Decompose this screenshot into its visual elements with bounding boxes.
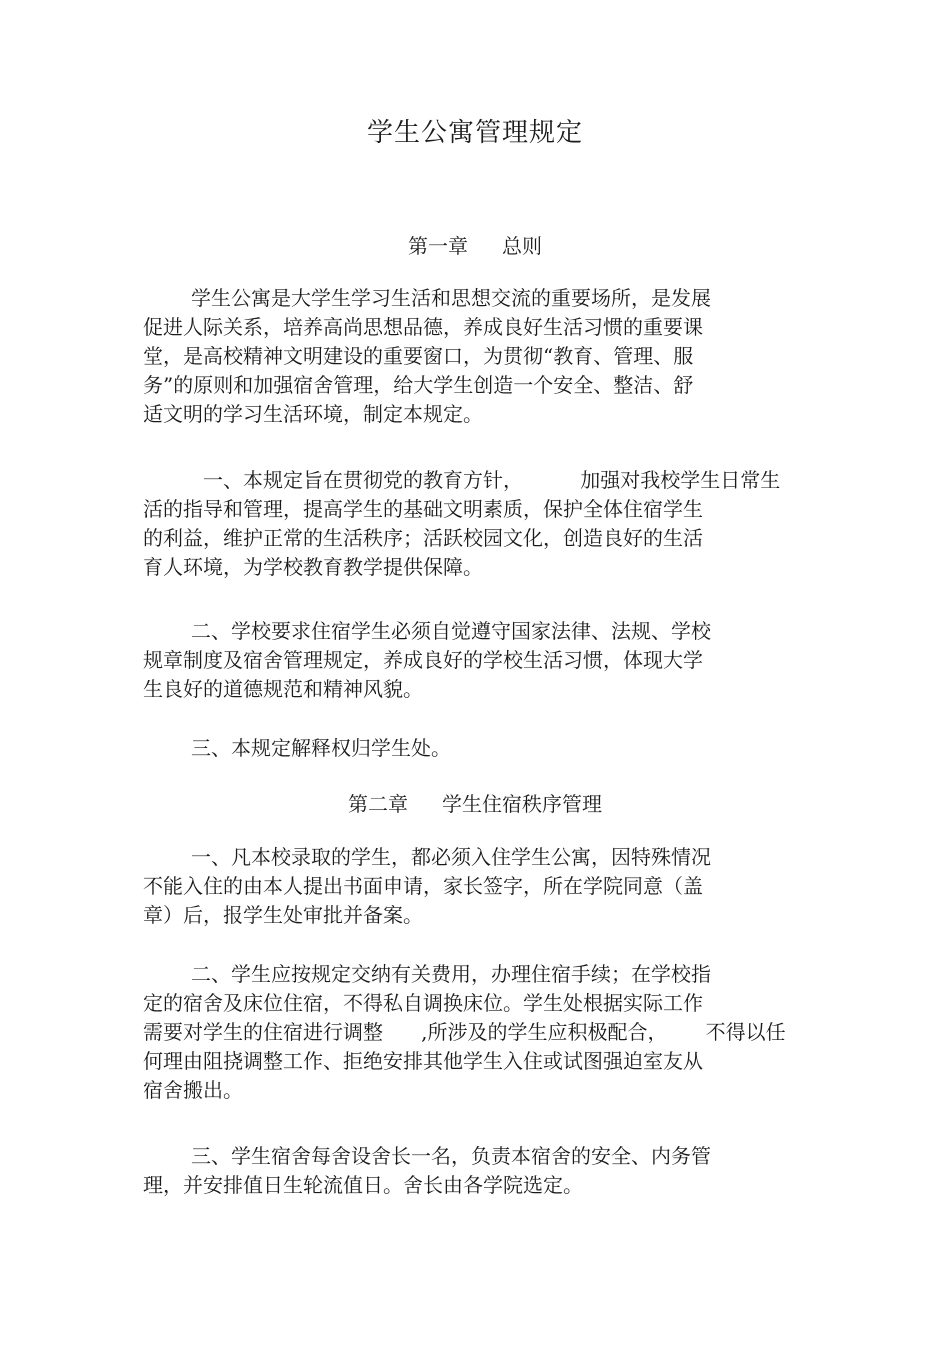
text-line: 二、学校要求住宿学生必须自觉遵守国家法律、法规、学校	[191, 619, 711, 643]
chapter-1-number: 第一章	[408, 234, 468, 258]
text-line: 章）后，报学生处审批并备案。	[143, 903, 423, 927]
text-line: 务”的原则和加强宿舍管理，给大学生创造一个安全、整洁、舒	[143, 373, 694, 397]
chapter-1-article-3	[143, 734, 803, 763]
text-line: 活的指导和管理，提高学生的基础文明素质，保护全体住宿学生	[143, 497, 703, 521]
chapter-1-article-2	[143, 617, 803, 704]
chapter-1-article-1	[143, 466, 823, 582]
text-line: 何理由阻挠调整工作、拒绝安排其他学生入住或试图强迫室友从	[143, 1049, 703, 1073]
text-line: 二、学生应按规定交纳有关费用，办理住宿手续；在学校指	[191, 962, 711, 986]
text-line: 一、凡本校录取的学生，都必须入住学生公寓，因特殊情况	[191, 845, 711, 869]
text-line: 学生公寓是大学生学习生活和思想交流的重要场所，是发展	[191, 286, 711, 310]
chapter-1-name: 总则	[502, 234, 542, 258]
text-line: 定的宿舍及床位住宿，不得私自调换床位。学生处根据实际工作	[143, 991, 703, 1015]
text-line: 育人环境，为学校教育教学提供保障。	[143, 555, 483, 579]
text-line: 适文明的学习生活环境，制定本规定。	[143, 402, 483, 426]
chapter-2-number: 第二章	[348, 792, 408, 816]
text-line: 一、本规定旨在贯彻党的教育方针， 加强对我校学生日常生	[203, 468, 781, 492]
chapter-2-article-3	[143, 1142, 803, 1200]
text-line: 规章制度及宿舍管理规定，养成良好的学校生活习惯，体现大学	[143, 648, 703, 672]
document-title: 学生公寓管理规定	[366, 118, 583, 148]
text-line: 宿舍搬出。	[143, 1078, 243, 1102]
chapter-2-article-2	[143, 960, 823, 1105]
text-line: 理，并安排值日生轮流值日。舍长由各学院选定。	[143, 1173, 583, 1197]
text-line: 三、学生宿舍每舍设舍长一名，负责本宿舍的安全、内务管	[191, 1144, 711, 1168]
text-line: 生良好的道德规范和精神风貌。	[143, 677, 423, 701]
chapter-2-heading	[0, 788, 950, 817]
text-line: 的利益，维护正常的生活秩序；活跃校园文化，创造良好的生活	[143, 526, 703, 550]
chapter-2-article-1	[143, 843, 803, 930]
chapter-1-intro-paragraph	[143, 284, 803, 429]
text-line: 堂，是高校精神文明建设的重要窗口，为贯彻“教育、管理、服	[143, 344, 694, 368]
text-line: 三、本规定解释权归学生处。	[191, 736, 451, 760]
chapter-2-name: 学生住宿秩序管理	[442, 792, 602, 816]
text-line: 需要对学生的住宿进行调整 ,所涉及的学生应积极配合， 不得以任	[143, 1020, 786, 1044]
text-line: 不能入住的由本人提出书面申请，家长签字，所在学院同意（盖	[143, 874, 703, 898]
text-line: 促进人际关系，培养高尚思想品德，养成良好生活习惯的重要课	[143, 315, 703, 339]
chapter-1-heading	[0, 230, 950, 259]
